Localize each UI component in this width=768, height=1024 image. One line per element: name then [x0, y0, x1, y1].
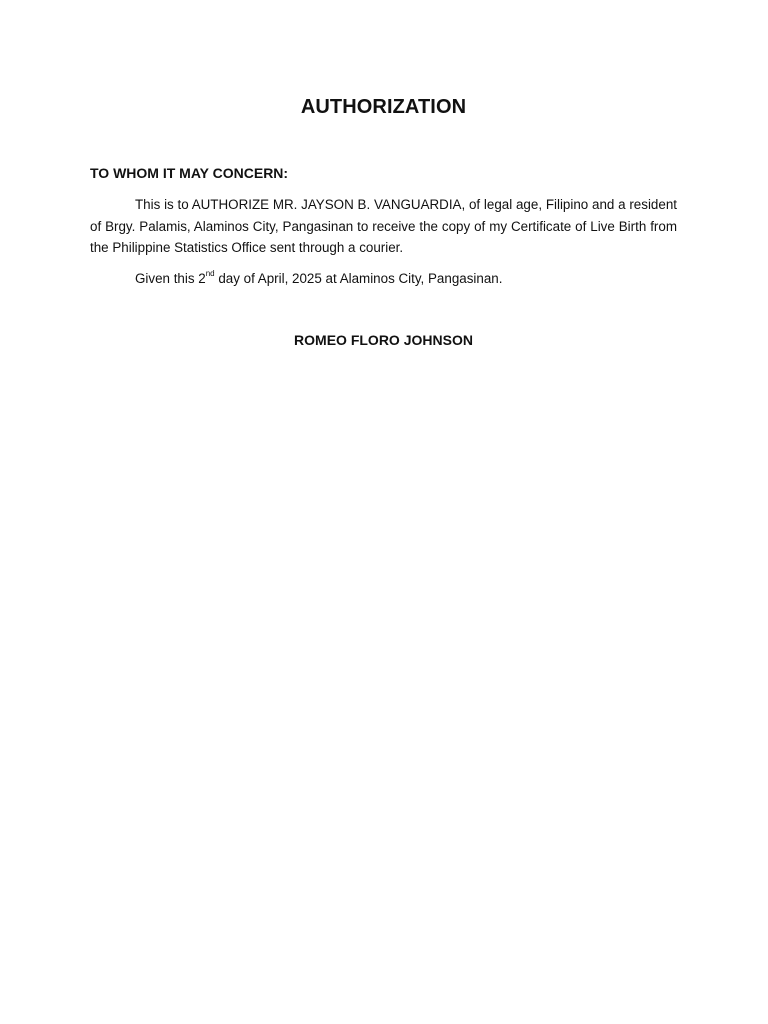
document-title: AUTHORIZATION: [300, 96, 467, 118]
given-date-paragraph: [90, 268, 677, 290]
given-rest: day of April, 2025 at Alaminos City, Pangasinan.: [214, 271, 503, 287]
body-paragraph: This is to AUTHORIZE MR. JAYSON B. VANGUARDIA, of legal age, Filipino and a resident of Brgy. Palamis, Alaminos City, Pangasinan to receive the copy of my Certificate of Live Birth from the Philippine Statistics Office sent through a courier.: [90, 197, 677, 256]
salutation: TO WHOM IT MAY CONCERN:: [90, 165, 289, 181]
given-prefix: Given this 2: [135, 271, 206, 287]
signatory-name: ROMEO FLORO JOHNSON: [294, 331, 473, 348]
ordinal-suffix: nd: [205, 269, 215, 279]
